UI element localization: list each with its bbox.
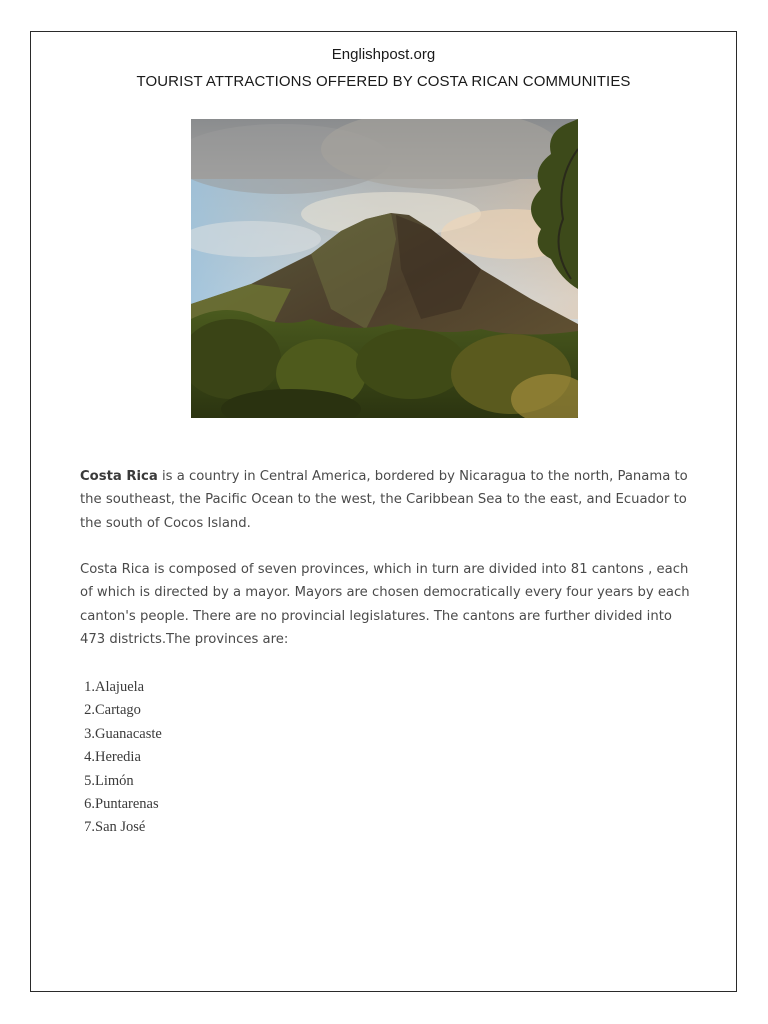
provinces-paragraph: Costa Rica is composed of seven provinces, which in turn are divided into 81 cantons , each of which is directed by a mayor. Mayors are chosen democratically every four years by each canton's people. There are no provincial legislatures. The cantons are further divided into 473 districts.The provinces are: (80, 562, 690, 648)
intro-bold-lead: Costa Rica (80, 469, 158, 484)
list-item-name: Heredia (95, 749, 141, 766)
intro-text: is a country in Central America, bordered by Nicaragua to the north, Panama to the southeast, the Pacific Ocean to the west, the Caribbean Sea to the east, and Ecuador to the south of Cocos Island. (80, 469, 688, 531)
list-item (61, 699, 162, 722)
list-item (61, 770, 162, 793)
list-item-number: 7. (84, 819, 95, 836)
list-item-number: 4. (84, 749, 95, 766)
list-item (61, 816, 162, 839)
list-item-name: Puntarenas (95, 796, 159, 813)
list-item-number: 6. (84, 796, 95, 813)
list-item-number: 5. (84, 772, 95, 789)
intro-paragraph (80, 465, 690, 535)
list-item-name: Guanacaste (95, 725, 162, 742)
list-item-name: Cartago (95, 702, 141, 719)
list-item (61, 676, 162, 699)
list-item-name: San José (95, 819, 146, 836)
province-list (61, 676, 162, 840)
list-item (61, 746, 162, 769)
list-item-name: Alajuela (95, 679, 145, 695)
list-item-name: Limón (95, 772, 134, 789)
list-item-number: 1. (84, 679, 95, 695)
list-item (61, 723, 162, 746)
list-item-number: 3. (84, 725, 95, 742)
list-item-number: 2. (84, 702, 95, 719)
site-name: Englishpost.org (331, 46, 436, 63)
page-title: TOURIST ATTRACTIONS OFFERED BY COSTA RICAN COMMUNITIES (136, 73, 631, 90)
document-page (30, 31, 737, 992)
volcano-photo (191, 119, 578, 418)
list-item (61, 793, 162, 816)
